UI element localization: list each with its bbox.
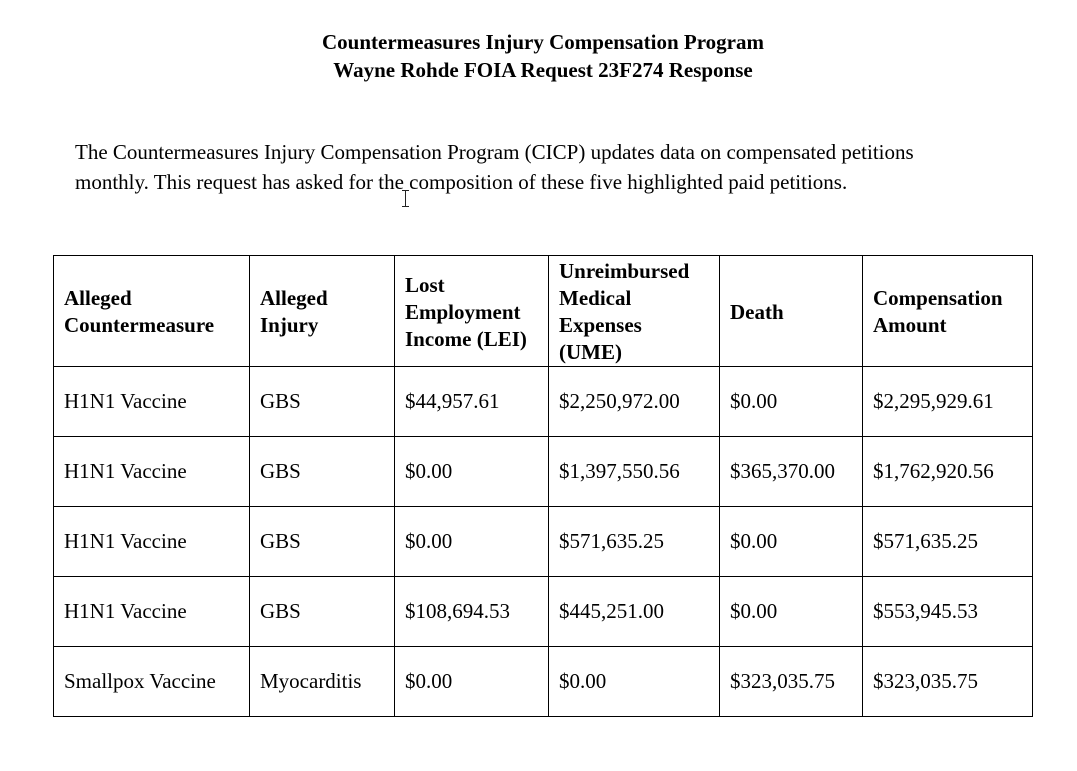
table-row [54, 507, 1033, 577]
cell-lei: $0.00 [395, 647, 549, 717]
intro-paragraph: The Countermeasures Injury Compensation Program (CICP) updates data on compensated petitions monthly. This request has asked for the composition of these five highlighted paid petitions. [75, 140, 914, 194]
cell-ume: $0.00 [549, 647, 720, 717]
header-alleged-countermeasure: Alleged Countermeasure [54, 256, 250, 367]
cell-countermeasure: H1N1 Vaccine [54, 437, 250, 507]
cell-injury: GBS [250, 577, 395, 647]
table-row [54, 647, 1033, 717]
cell-compensation: $2,295,929.61 [863, 367, 1033, 437]
cell-countermeasure: Smallpox Vaccine [54, 647, 250, 717]
cell-lei: $108,694.53 [395, 577, 549, 647]
header-alleged-injury: Alleged Injury [250, 256, 395, 367]
cell-death: $0.00 [720, 507, 863, 577]
cell-compensation: $1,762,920.56 [863, 437, 1033, 507]
cell-injury: GBS [250, 507, 395, 577]
cell-death: $323,035.75 [720, 647, 863, 717]
cell-death: $365,370.00 [720, 437, 863, 507]
cell-injury: GBS [250, 367, 395, 437]
table-row [54, 367, 1033, 437]
table-header-row [54, 256, 1033, 367]
table-row [54, 437, 1033, 507]
cell-death: $0.00 [720, 367, 863, 437]
header-compensation-amount: Compensation Amount [863, 256, 1033, 367]
header-lost-employment-income: Lost Employment Income (LEI) [395, 256, 549, 367]
table-row [54, 577, 1033, 647]
cell-ume: $571,635.25 [549, 507, 720, 577]
cell-compensation: $571,635.25 [863, 507, 1033, 577]
cell-injury: GBS [250, 437, 395, 507]
cell-ume: $1,397,550.56 [549, 437, 720, 507]
cell-countermeasure: H1N1 Vaccine [54, 367, 250, 437]
cell-compensation: $553,945.53 [863, 577, 1033, 647]
document-subtitle: Wayne Rohde FOIA Request 23F274 Response [333, 58, 753, 82]
cell-lei: $0.00 [395, 507, 549, 577]
header-unreimbursed-medical-expenses: Unreimbursed Medical Expenses (UME) [549, 256, 720, 367]
cell-injury: Myocarditis [250, 647, 395, 717]
cell-ume: $445,251.00 [549, 577, 720, 647]
cell-lei: $44,957.61 [395, 367, 549, 437]
cell-death: $0.00 [720, 577, 863, 647]
header-death: Death [720, 256, 863, 367]
cell-ume: $2,250,972.00 [549, 367, 720, 437]
cell-lei: $0.00 [395, 437, 549, 507]
cell-countermeasure: H1N1 Vaccine [54, 507, 250, 577]
text-cursor-icon [401, 190, 410, 207]
compensation-table [53, 255, 1033, 717]
document-title-block [0, 28, 1077, 84]
cell-compensation: $323,035.75 [863, 647, 1033, 717]
cell-countermeasure: H1N1 Vaccine [54, 577, 250, 647]
document-title: Countermeasures Injury Compensation Program [322, 30, 764, 54]
